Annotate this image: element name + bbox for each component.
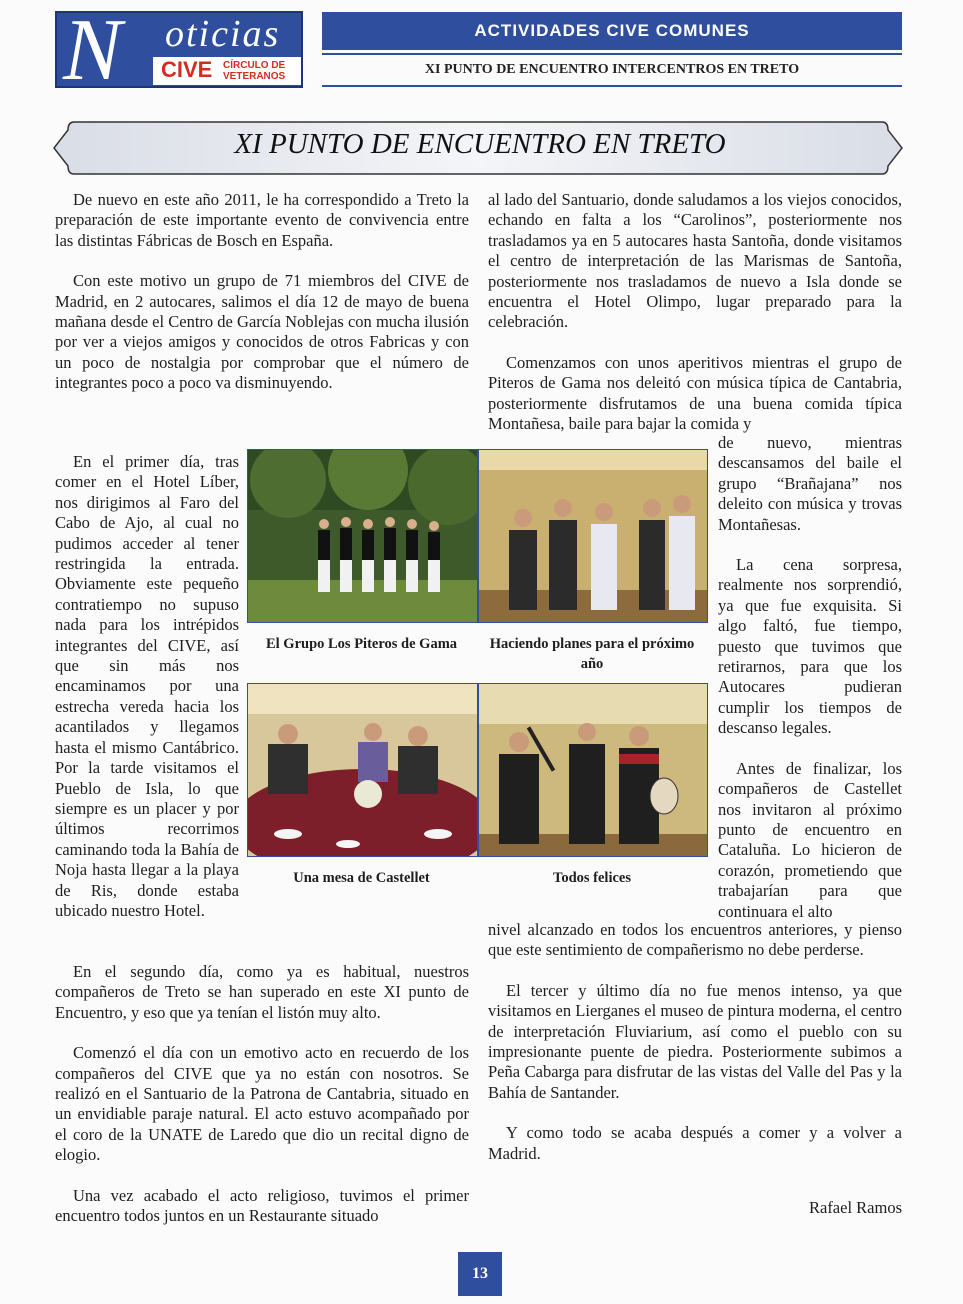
caption-photo3: Una mesa de Castellet — [293, 870, 430, 886]
paragraph: de nuevo, mientras descansamos del baile el grupo “Brañajana” nos deleito con música y trovas Montañesas. — [718, 433, 902, 534]
section-title: ACTIVIDADES CIVE COMUNES — [474, 21, 750, 40]
paragraph: En el primer día, tras comer en el Hotel Líber, nos dirigimos al Faro del Cabo de Ajo, al cual no pudimos acceder al tener restringida la entrada. Obviamente este pequeño contratiempo no supuso nada para los intrépidos integrantes del CIVE, así que sin más nos encaminamos por una estrecha vereda hacia los acantilados y llegamos hasta el mismo Cantábrico. Por la tarde visitamos el Pueblo de Isla, lo que siempre es un placer y por últimos recorrimos caminando toda la Bahía de Noja hasta llegar a la playa de Ris, donde estaba ubicado nuestro Hotel. — [55, 452, 239, 920]
paragraph: Una vez acabado el acto religioso, tuvimos el primer encuentro todos juntos en un Restaurante situado — [55, 1185, 469, 1226]
header-rule-top — [322, 53, 902, 55]
logo-initial: N — [63, 2, 122, 99]
photo-planes — [478, 449, 708, 623]
logo-veteranos: VETERANOS — [223, 71, 286, 82]
noticias-logo — [55, 2, 303, 99]
paragraph: al lado del Santuario, donde saludamos a los viejos conocidos, echando en falta a los “Carolinos”, posteriormente nos trasladamos ya en 5 autocares hasta Santoña, donde visitamos el centro de interpretación de las Marismas de Santoña, posteriormente nos trasladamos de nuevo a Isla donde se encuentra el Hotel Olimpo, lugar preparado para la celebración. — [488, 190, 902, 332]
photo-planes-image — [479, 450, 707, 622]
section-band — [322, 12, 902, 50]
paragraph: El tercer y último día no fue menos intenso, ya que visitamos en Lierganes el museo de pintura moderna, el centro de interpretación Fluviarium, así como el pueblo con su impresionante puente de piedra. Posteriormente subimos a Peña Cabarga para disfrutar de las vistas del Valle del Pas y la Bahía de Santander. — [488, 980, 902, 1102]
col1-top-text — [55, 190, 469, 394]
caption-photo4: Todos felices — [552, 870, 631, 886]
paragraph: Y como todo se acaba después a comer y a volver a Madrid. — [488, 1123, 902, 1163]
col1-narrow-text — [55, 452, 239, 921]
page-number: 13 — [458, 1252, 502, 1296]
header-rule-bottom — [322, 85, 902, 87]
author-signature: Rafael Ramos — [808, 1198, 902, 1217]
col3-narrow-text — [718, 433, 902, 922]
photo-felices-image — [479, 684, 707, 856]
paragraph: nivel alcanzado en todos los encuentros anteriores, y pienso que este sentimiento de compañerismo no debe perderse. — [488, 920, 902, 960]
logo-cive: CIVE — [161, 57, 213, 82]
photo-piteros — [247, 449, 478, 623]
photo-todos-felices — [478, 683, 708, 857]
caption-photo1: El Grupo Los Piteros de Gama — [265, 636, 458, 652]
paragraph: Comenzamos con unos aperitivos mientras el grupo de Piteros de Gama nos deleitó con música típica de Cantabria, posteriormente disfrutamos de una buena comida típica Montañesa, baile para bajar la comida y — [488, 352, 902, 434]
logo-circulo: CÍRCULO DE — [223, 60, 286, 71]
paragraph: En el segundo día, como ya es habitual, nuestros compañeros de Treto se han superado en este XI punto de Encuentro, y eso que ya tenían el listón muy alto. — [55, 962, 469, 1022]
header-subtitle: XI PUNTO DE ENCUENTRO INTERCENTROS EN TRETO — [424, 62, 800, 77]
col1-bottom-text — [55, 962, 469, 1226]
caption-photo2: Haciendo planes para el próximo año — [489, 636, 695, 672]
logo-circulo-veteranos — [223, 60, 285, 82]
article-title: XI PUNTO DE ENCUENTRO EN TRETO — [234, 128, 726, 160]
col2-bottom-text — [488, 920, 902, 1164]
photo-piteros-image — [248, 450, 477, 622]
col2-top-text — [488, 190, 902, 434]
paragraph: Comenzó el día con un emotivo acto en recuerdo de los compañeros del CIVE que ya no están con nosotros. Se realizó en el Santuario de la Patrona de Cantabria, situado en un envidiable paraje natural. El acto estuvo acompañado por el coro de la UNATE de Laredo que dio un recital digno de elogio. — [55, 1043, 469, 1165]
photo-mesa-image — [248, 684, 477, 856]
paragraph: De nuevo en este año 2011, le ha correspondido a Treto la preparación de este importante evento de convivencia entre las distintas Fábricas de Bosch en España. — [55, 190, 469, 250]
paragraph: Antes de finalizar, los compañeros de Castellet nos invitaron al próximo punto de encuentro en Cataluña. Lo hicieron de corazón, prometiendo que trabajarían para que continuara el alto — [718, 758, 902, 921]
logo-word: oticias — [165, 13, 281, 55]
paragraph: La cena sorpresa, realmente nos sorprendió, ya que fue exquisita. Si algo faltó, fue tiempo, puesto que tuvimos que retirarnos, para que los Autocares pudieran cumplir los tiempos de descanso legales. — [718, 555, 902, 738]
photo-mesa-castellet — [247, 683, 478, 857]
paragraph: Con este motivo un grupo de 71 miembros del CIVE de Madrid, en 2 autocares, salimos el día 12 de mayo de buena mañana desde el Centro de García Noblejas con mucha ilusión por ver a viejos amigos y conocidos de otros Fabricas y con un poco de nostalgia por comprobar que el número de integrantes poco a poco va disminuyendo. — [55, 271, 469, 393]
logo-cive-box — [153, 57, 301, 85]
